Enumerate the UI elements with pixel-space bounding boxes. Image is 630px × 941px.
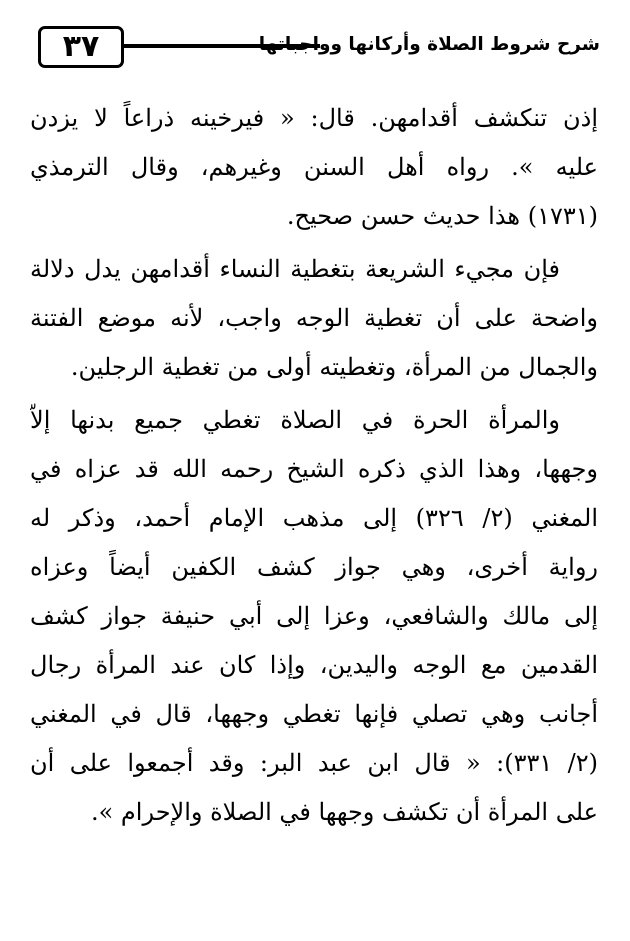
text-line: (٢/ ٣٣١): « قال ابن عبد البر: وقد أجمعوا على أن xyxy=(30,749,598,777)
text-line: (١٧٣١) هذا حديث حسن صحيح. xyxy=(286,202,598,230)
text-line: إذن تنكشف أقدامهن. قال: « فيرخينه ذراعاً لا يزدن xyxy=(30,104,598,132)
paragraph-first-line: فإن مجيء الشريعة بتغطية النساء أقدامهن يدل دلالة xyxy=(30,255,560,283)
text-line: أجانب وهي تصلي فإنها تغطي وجهها، قال في المغني xyxy=(30,700,598,728)
running-title: شرح شروط الصلاة وأركانها وواجباتها xyxy=(258,34,600,55)
text-line: القدمين مع الوجه واليدين، وإذا كان عند المرأة رجال xyxy=(30,651,598,679)
text-line: وجهها، وهذا الذي ذكره الشيخ رحمه الله قد عزاه في xyxy=(30,455,598,483)
page-number: ٣٧ xyxy=(38,26,124,68)
text-line: المغني (٢/ ٣٢٦) إلى مذهب الإمام أحمد، وذكر له xyxy=(30,504,598,532)
text-line: إلى مالك والشافعي، وعزا إلى أبي حنيفة جواز كشف xyxy=(30,602,598,630)
page-body xyxy=(30,94,598,837)
text-line: رواية أخرى، وهي جواز كشف الكفين أيضاً وعزاه xyxy=(30,553,598,581)
page-header xyxy=(30,20,600,74)
text-line: عليه ». رواه أهل السنن وغيرهم، وقال الترمذي xyxy=(30,153,598,181)
text-line: على المرأة أن تكشف وجهها في الصلاة والإحرام ». xyxy=(90,798,598,826)
text-line: واضحة على أن تغطية الوجه واجب، لأنه موضع الفتنة xyxy=(30,304,598,332)
text-line: والجمال من المرأة، وتغطيته أولى من تغطية الرجلين. xyxy=(70,353,598,381)
paragraph-first-line: والمرأة الحرة في الصلاة تغطي جميع بدنها إلاّ xyxy=(30,406,560,434)
